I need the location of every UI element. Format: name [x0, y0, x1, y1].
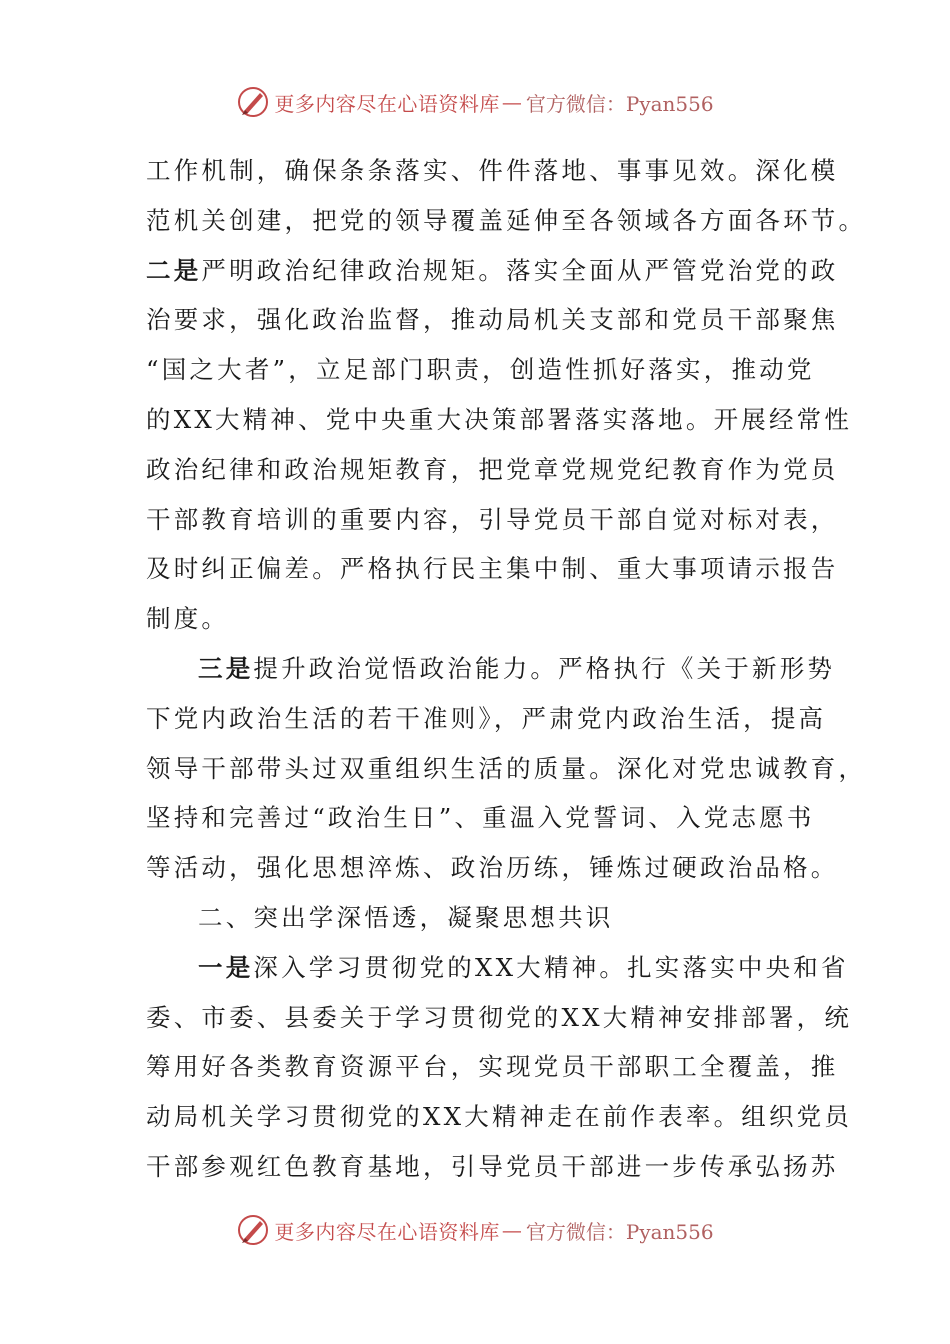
- body-line: 工作机制，确保条条落实、件件落地、事事见效。深化模: [146, 156, 839, 185]
- header-wechat-label: 官方微信：Pyan556: [525, 91, 714, 116]
- body-line: 二是严明政治纪律政治规矩。落实全面从严管党治党的政: [146, 255, 839, 285]
- body-line: 的XX大精神、党中央重大决策部署落实落地。开展经常性: [146, 404, 853, 434]
- footer-wechat-label: 官方微信：Pyan556: [525, 1219, 714, 1244]
- body-line: 坚持和完善过“政治生日”、重温入党誓词、入党志愿书: [146, 803, 815, 833]
- document-body: [146, 146, 867, 1192]
- footer-banner-text: 更多内容尽在心语资料库: [274, 1219, 500, 1244]
- body-line: 及时纠正偏差。严格执行民主集中制、重大事项请示报告: [146, 554, 839, 584]
- body-line: 筹用好各类教育资源平台，实现党员干部职工全覆盖，推: [146, 1052, 839, 1082]
- body-line: 等活动，强化思想淬炼、政治历练，锤炼过硬政治品格。: [146, 853, 839, 883]
- pen-logo-icon: [236, 1213, 270, 1247]
- body-line: 政治纪律和政治规矩教育，把党章党规党纪教育作为党员: [146, 454, 839, 484]
- body-line: 领导干部带头过双重组织生活的质量。深化对党忠诚教育，: [146, 753, 867, 783]
- header-banner-text: 更多内容尽在心语资料库: [274, 91, 500, 116]
- body-line: 干部参观红色教育基地，引导党员干部进一步传承弘扬苏: [146, 1151, 839, 1181]
- body-line: 动局机关学习贯彻党的XX大精神走在前作表率。组织党员: [146, 1102, 853, 1132]
- body-line: 委、市委、县委关于学习贯彻党的XX大精神安排部署，统: [146, 1002, 853, 1032]
- body-line: 范机关创建，把党的领导覆盖延伸至各领域各方面各环节。: [146, 205, 867, 235]
- body-line: 干部教育培训的重要内容，引导党员干部自觉对标对表，: [146, 504, 839, 534]
- body-line: “国之大者”，立足部门职责，创造性抓好落实，推动党: [146, 355, 815, 385]
- body-line: 制度。: [146, 604, 230, 634]
- section-heading: 二、突出学深悟透，凝聚思想共识: [198, 902, 614, 932]
- footer-banner: [0, 1210, 950, 1250]
- body-line: 下党内政治生活的若干准则》，严肃党内政治生活，提高: [146, 703, 827, 733]
- header-banner: [0, 82, 950, 122]
- footer-banner-separator: —: [501, 1218, 522, 1242]
- body-line: 三是提升政治觉悟政治能力。严格执行《关于新形势: [198, 653, 836, 683]
- body-line: 一是深入学习贯彻党的XX大精神。扎实落实中央和省: [198, 952, 849, 982]
- pen-logo-icon: [236, 85, 270, 119]
- body-line: 治要求，强化政治监督，推动局机关支部和党员干部聚焦: [146, 305, 839, 335]
- header-banner-separator: —: [501, 90, 522, 114]
